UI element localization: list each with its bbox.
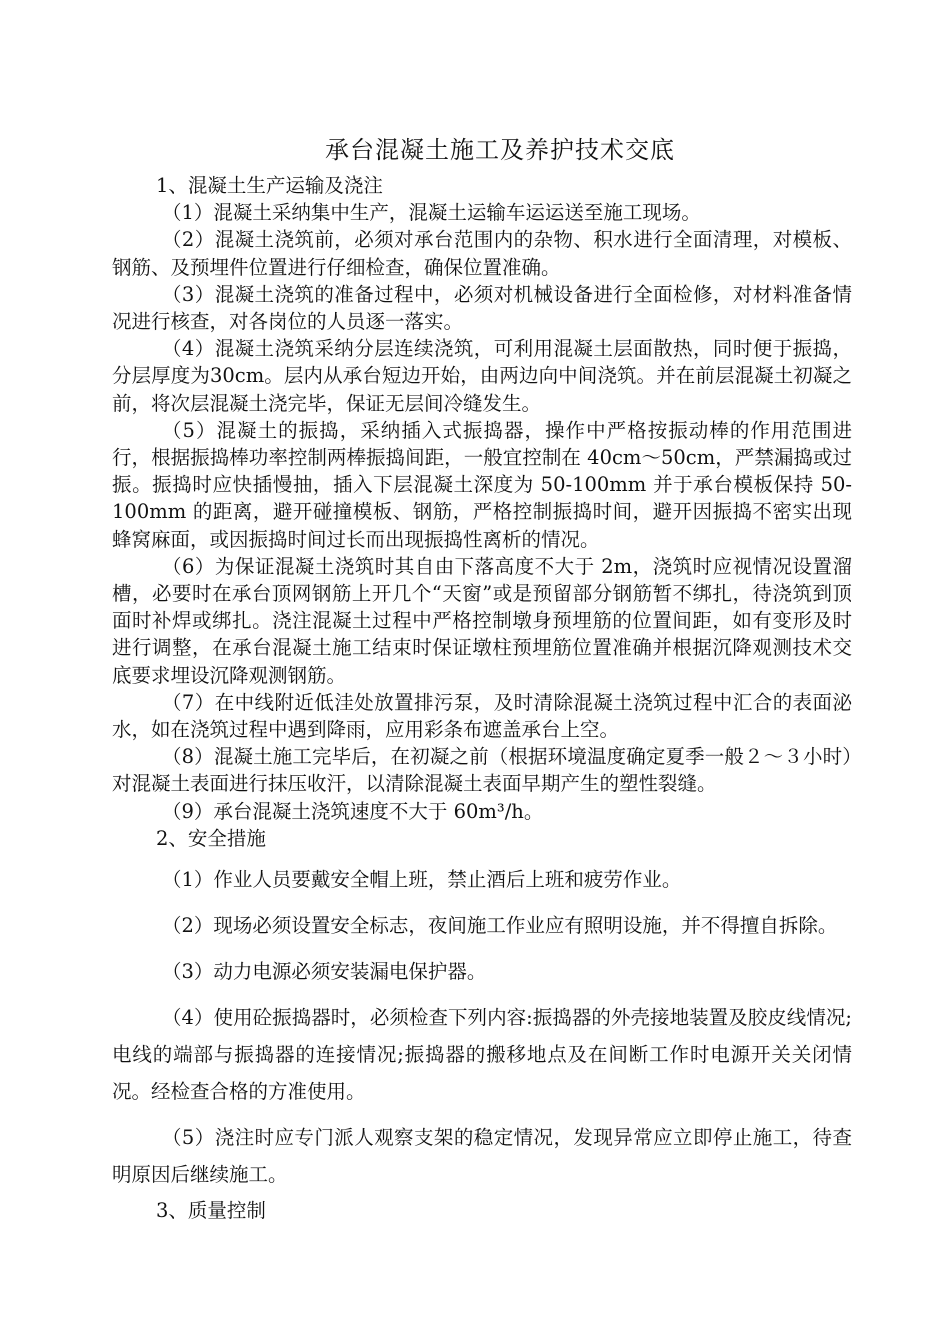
document-body [112, 172, 852, 1224]
paragraph-1-6: （6）为保证混凝土浇筑时其自由下落高度不大于 2m，浇筑时应视情况设置溜槽，必要时在承台顶网钢筋上开几个“天窗”或是预留部分钢筋暂不绑扎，待浇筑到顶面时补焊或绑扎。浇注混凝土过程中严格控制墩身预埋筋的位置间距，如有变形及时进行调整，在承台混凝土施工结束时保证墩柱预埋筋位置准确并根据沉降观测技术交底要求埋设沉降观测钢筋。 [112, 554, 852, 687]
paragraph-2-2: （2）现场必须设置安全标志，夜间施工作业应有照明设施，并不得擅自拆除。 [162, 914, 838, 938]
section-heading-3: 3、质量控制 [156, 1199, 266, 1223]
paragraph-2-5: （5）浇注时应专门派人观察支架的稳定情况，发现异常应立即停止施工，待查明原因后继续施工。 [112, 1126, 852, 1187]
paragraph-2-1: （1）作业人员要戴安全帽上班，禁止酒后上班和疲劳作业。 [162, 868, 682, 892]
paragraph-2-4: （4）使用砼振捣器时，必须检查下列内容:振捣器的外壳接地装置及胶皮线情况;电线的端部与振捣器的连接情况;振捣器的搬移地点及在间断工作时电源开关关闭情况。经检查合格的方准使用。 [112, 1006, 852, 1104]
paragraph-1-7: （7）在中线附近低洼处放置排污泵，及时清除混凝土浇筑过程中汇合的表面泌水，如在浇筑过程中遇到降雨，应用彩条布遮盖承台上空。 [112, 690, 852, 742]
paragraph-1-4: （4）混凝土浇筑采纳分层连续浇筑，可利用混凝土层面散热，同时便于振捣，分层厚度为30cm。层内从承台短边开始，由两边向中间浇筑。并在前层混凝土初凝之前，将次层混凝土浇完毕，保证无层间冷缝发生。 [112, 337, 852, 415]
page-title: 承台混凝土施工及养护技术交底 [325, 136, 675, 164]
paragraph-1-9: （9）承台混凝土浇筑速度不大于 60m³/h。 [162, 799, 544, 823]
paragraph-1-3: （3）混凝土浇筑的准备过程中，必须对机械设备进行全面检修，对材料准备情况进行核查，对各岗位的人员逐一落实。 [112, 282, 852, 334]
paragraph-1-1: （1）混凝土采纳集中生产，混凝土运输车运运送至施工现场。 [162, 201, 701, 225]
paragraph-1-2: （2）混凝土浇筑前，必须对承台范围内的杂物、积水进行全面清理，对模板、钢筋、及预埋件位置进行仔细检查，确保位置准确。 [112, 228, 852, 279]
paragraph-2-3: （3）动力电源必须安装漏电保护器。 [162, 960, 487, 984]
paragraph-1-5: （5）混凝土的振捣，采纳插入式振捣器，操作中严格按振动棒的作用范围进行，根据振捣棒功率控制两棒振捣间距，一般宜控制在 40cm～50cm，严禁漏捣或过振。振捣时应快插慢抽，插入下层混凝土深度为 50-100mm 并于承台模板保持 50-100mm 的距离，避开碰撞模板、钢筋，严格控制振捣时间，避开因振捣不密实出现蜂窝麻面，或因振捣时间过长而出现振捣性离析的情况。 [112, 418, 852, 551]
paragraph-1-8: （8）混凝土施工完毕后，在初凝之前（根据环境温度确定夏季一般２～３小时）对混凝土表面进行抹压收汗，以清除混凝土表面早期产生的塑性裂缝。 [112, 745, 852, 796]
section-heading-1: 1、混凝土生产运输及浇注 [156, 174, 383, 197]
section-heading-2: 2、安全措施 [156, 826, 266, 850]
